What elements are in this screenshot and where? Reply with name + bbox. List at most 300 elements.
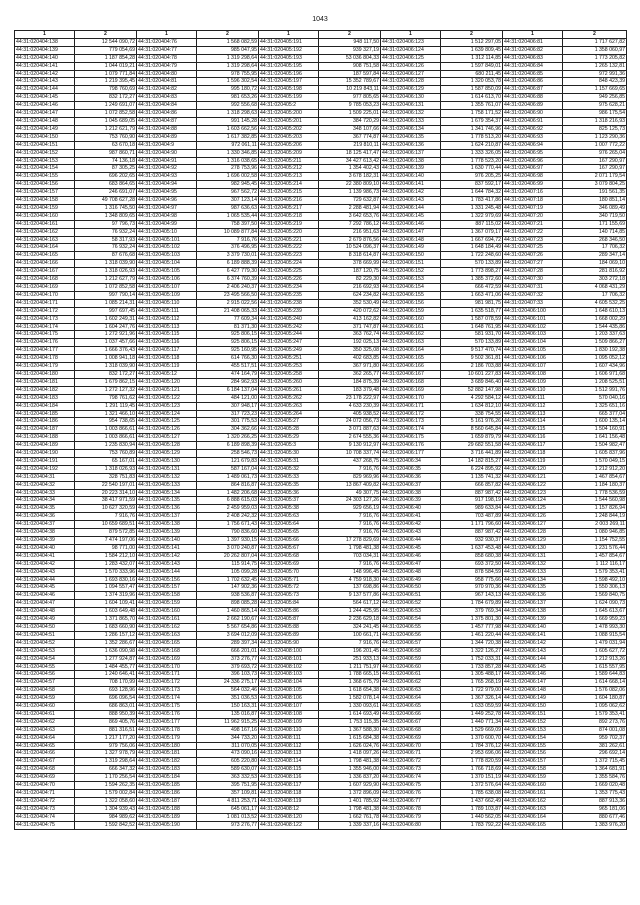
header-cell: 1	[259, 31, 319, 39]
cadastral-value-cell: 1 667 694,72	[441, 236, 503, 244]
table-row	[15, 442, 627, 450]
cadastral-value-cell: 1 170 256,54	[75, 774, 137, 782]
cadastral-value-cell: 959 702,37	[563, 734, 627, 742]
cadastral-number-cell: 44:31:020406:156	[381, 299, 441, 307]
table-row	[15, 70, 627, 78]
cadastral-number-cell: 44:31:020405:112	[137, 315, 197, 323]
cadastral-value-cell: 1 626 024,76	[319, 742, 381, 750]
cadastral-number-cell: 44:31:020404:72	[15, 797, 75, 805]
cadastral-number-cell: 44:31:020405:213	[259, 173, 319, 181]
cadastral-value-cell: 987 636,63	[197, 204, 259, 212]
cadastral-value-cell: 753 760,90	[75, 133, 137, 141]
header-cell: 2	[75, 31, 137, 39]
cadastral-value-cell: 869 405,76	[75, 718, 137, 726]
cadastral-number-cell: 44:31:020407:30	[503, 276, 563, 284]
cadastral-value-cell: 1 304 939,43	[75, 805, 137, 813]
cadastral-value-cell: 1 668 002,29	[563, 315, 627, 323]
cadastral-number-cell: 44:31:020406:59	[381, 655, 441, 663]
cadastral-number-cell: 44:31:020406:154	[381, 284, 441, 292]
cadastral-value-cell: 1 355 584,76	[563, 774, 627, 782]
cadastral-number-cell: 44:31:020408:116	[259, 774, 319, 782]
cadastral-number-cell: 44:31:020405:171	[137, 671, 197, 679]
cadastral-number-cell: 44:31:020404:189	[15, 442, 75, 450]
cadastral-number-cell: 44:31:020404:39	[15, 537, 75, 545]
cadastral-number-cell: 44:31:020405:137	[137, 513, 197, 521]
cadastral-number-cell: 44:31:020406:174	[381, 426, 441, 434]
cadastral-value-cell: 1 785 638,08	[441, 790, 503, 798]
cadastral-value-cell: 20 262 807,04	[197, 552, 259, 560]
cadastral-value-cell: 888 950,39	[75, 710, 137, 718]
cadastral-number-cell: 44:31:020406:142	[381, 189, 441, 197]
cadastral-value-cell: 420 072,62	[319, 307, 381, 315]
cadastral-number-cell: 44:31:020404:74	[15, 813, 75, 821]
cadastral-number-cell: 44:31:020406:161	[381, 323, 441, 331]
cadastral-value-cell: 324 241,45	[319, 623, 381, 631]
cadastral-number-cell: 44:31:020406:98	[503, 173, 563, 181]
cadastral-value-cell: 1 367 588,30	[319, 726, 381, 734]
cadastral-value-cell: 328 751,83	[75, 473, 137, 481]
cadastral-number-cell: 44:31:020404:95	[137, 189, 197, 197]
cadastral-value-cell: 1 773 205,82	[563, 54, 627, 62]
cadastral-number-cell: 44:31:020405:214	[259, 181, 319, 189]
table-row	[15, 418, 627, 426]
cadastral-value-cell: 1 003 866,61	[75, 434, 137, 442]
cadastral-number-cell: 44:31:020406:108	[503, 370, 563, 378]
cadastral-number-cell: 44:31:020405:224	[259, 260, 319, 268]
cadastral-value-cell: 402 683,85	[319, 355, 381, 363]
header-cell: 2	[319, 31, 381, 39]
table-row	[15, 568, 627, 576]
cadastral-number-cell: 44:31:020407:27	[503, 260, 563, 268]
cadastral-value-cell: 18 125 417,47	[319, 149, 381, 157]
table-row	[15, 513, 627, 521]
cadastral-value-cell: 1 579 353,41	[563, 710, 627, 718]
cadastral-value-cell: 881 316,51	[75, 726, 137, 734]
cadastral-number-cell: 44:31:020404:183	[15, 394, 75, 402]
cadastral-number-cell: 44:31:020405:159	[137, 600, 197, 608]
cadastral-number-cell: 44:31:020404:162	[15, 228, 75, 236]
cadastral-number-cell: 44:31:020405:186	[137, 790, 197, 798]
cadastral-value-cell: 367 774,87	[319, 133, 381, 141]
cadastral-value-cell: 696 202,65	[75, 173, 137, 181]
cadastral-value-cell: 1 569 840,75	[563, 592, 627, 600]
cadastral-value-cell: 9 130 912,97	[319, 442, 381, 450]
cadastral-number-cell: 44:31:020404:160	[15, 212, 75, 220]
cadastral-value-cell: 147 902,36	[197, 584, 259, 592]
cadastral-number-cell: 44:31:020405:72	[259, 584, 319, 592]
cadastral-number-cell: 44:31:020406:144	[381, 204, 441, 212]
cadastral-value-cell: 976 265,04	[563, 149, 627, 157]
cadastral-value-cell: 1 778 513,20	[441, 133, 503, 141]
cadastral-value-cell: 1 139 986,73	[319, 189, 381, 197]
cadastral-number-cell: 44:31:020406:148	[381, 236, 441, 244]
cadastral-value-cell: 887 913,36	[563, 797, 627, 805]
cadastral-number-cell: 44:31:020405:123	[137, 402, 197, 410]
table-row	[15, 639, 627, 647]
cadastral-value-cell: 1 639 809,45	[441, 46, 503, 54]
cadastral-value-cell: 1 617 382,85	[197, 133, 259, 141]
cadastral-value-cell: 1 570 333,96	[75, 568, 137, 576]
cadastral-number-cell: 44:31:020404:169	[15, 284, 75, 292]
cadastral-number-cell: 44:31:020408:104	[259, 679, 319, 687]
cadastral-number-cell: 44:31:020405:219	[259, 220, 319, 228]
cadastral-value-cell: 405 938,52	[319, 410, 381, 418]
cadastral-number-cell: 44:31:020405:216	[259, 197, 319, 205]
table-row	[15, 291, 627, 299]
table-row	[15, 434, 627, 442]
cadastral-value-cell: 1 333 326,05	[441, 149, 503, 157]
cadastral-number-cell: 44:31:020406:41	[381, 513, 441, 521]
cadastral-value-cell: 1 240 646,41	[75, 671, 137, 679]
cadastral-value-cell: 1 364 681,91	[563, 766, 627, 774]
cadastral-number-cell: 44:31:020404:93	[137, 173, 197, 181]
cadastral-number-cell: 44:31:020406:162	[503, 797, 563, 805]
cadastral-value-cell: 184 875,39	[319, 378, 381, 386]
cadastral-number-cell: 44:31:020406:74	[381, 774, 441, 782]
cadastral-value-cell: 564 032,46	[197, 687, 259, 695]
cadastral-number-cell: 44:31:020405:140	[137, 537, 197, 545]
cadastral-number-cell: 44:31:020406:125	[381, 54, 441, 62]
cadastral-number-cell: 44:31:020404:83	[137, 94, 197, 102]
table-row	[15, 647, 627, 655]
cadastral-number-cell: 44:31:020405:173	[137, 687, 197, 695]
cadastral-value-cell: 1 325 651,16	[563, 402, 627, 410]
cadastral-value-cell: 301 775,53	[197, 418, 259, 426]
cadastral-number-cell: 44:31:020405:31	[259, 457, 319, 465]
cadastral-number-cell: 44:31:020406:172	[381, 410, 441, 418]
cadastral-number-cell: 44:31:020404:77	[137, 46, 197, 54]
cadastral-number-cell: 44:31:020405:263	[259, 402, 319, 410]
cadastral-value-cell: 65 167,01	[75, 457, 137, 465]
cadastral-value-cell: 1 072 852,58	[75, 284, 137, 292]
cadastral-number-cell: 44:31:020406:130	[381, 94, 441, 102]
table-row	[15, 457, 627, 465]
cadastral-number-cell: 44:31:020404:35	[15, 505, 75, 513]
cadastral-number-cell: 44:31:020404:176	[15, 339, 75, 347]
cadastral-value-cell: 371 747,87	[319, 323, 381, 331]
cadastral-number-cell: 44:31:020406:156	[503, 750, 563, 758]
cadastral-number-cell: 44:31:020404:167	[15, 268, 75, 276]
table-row	[15, 307, 627, 315]
table-row	[15, 426, 627, 434]
cadastral-value-cell: 10 524 096,37	[319, 244, 381, 252]
cadastral-number-cell: 44:31:020406:94	[503, 141, 563, 149]
cadastral-number-cell: 44:31:020404:68	[15, 766, 75, 774]
cadastral-number-cell: 44:31:020408:120	[259, 813, 319, 821]
cadastral-value-cell: 1 211 751,97	[319, 663, 381, 671]
cadastral-value-cell: 1 157 669,65	[563, 86, 627, 94]
cadastral-number-cell: 44:31:020406:58	[381, 647, 441, 655]
table-row	[15, 117, 627, 125]
cadastral-value-cell: 6 374 760,39	[197, 276, 259, 284]
cadastral-value-cell: 23 495 566,50	[197, 291, 259, 299]
cadastral-value-cell: 798 760,69	[75, 86, 137, 94]
table-row	[15, 813, 627, 821]
cadastral-value-cell: 1 798 481,38	[319, 544, 381, 552]
cadastral-number-cell: 44:31:020406:133	[381, 117, 441, 125]
cadastral-number-cell: 44:31:020406:64	[381, 695, 441, 703]
cadastral-value-cell: 645 061,17	[197, 805, 259, 813]
cadastral-value-cell: 6 189 898,39	[197, 442, 259, 450]
cadastral-number-cell: 44:31:020404:43	[15, 568, 75, 576]
cadastral-value-cell: 666 857,82	[441, 481, 503, 489]
cadastral-number-cell: 44:31:020406:46	[381, 552, 441, 560]
cadastral-value-cell: 1 544 435,86	[563, 323, 627, 331]
cadastral-number-cell: 44:31:020404:191	[15, 457, 75, 465]
cadastral-number-cell: 44:31:020406:44	[381, 537, 441, 545]
cadastral-number-cell: 44:31:020406:120	[503, 465, 563, 473]
cadastral-value-cell: 303 272,18	[563, 276, 627, 284]
cadastral-number-cell: 44:31:020404:88	[137, 125, 197, 133]
cadastral-number-cell: 44:31:020406:87	[503, 86, 563, 94]
cadastral-value-cell: 1 217 177,20	[75, 734, 137, 742]
table-row	[15, 260, 627, 268]
cadastral-number-cell: 44:31:020404:46	[15, 592, 75, 600]
table-row	[15, 734, 627, 742]
cadastral-number-cell: 44:31:020406:55	[381, 623, 441, 631]
cadastral-value-cell: 21 408 065,33	[197, 307, 259, 315]
cadastral-value-cell: 9 502 361,81	[441, 355, 503, 363]
cadastral-value-cell: 10 219 843,11	[319, 86, 381, 94]
cadastral-number-cell: 44:31:020405:251	[259, 355, 319, 363]
cadastral-number-cell: 44:31:020406:138	[503, 608, 563, 616]
cadastral-number-cell: 44:31:020404:188	[15, 434, 75, 442]
cadastral-number-cell: 44:31:020406:49	[381, 576, 441, 584]
cadastral-value-cell: 589 630,07	[197, 766, 259, 774]
cadastral-value-cell: 1 460 865,14	[197, 608, 259, 616]
header-cell: 2	[197, 31, 259, 39]
cadastral-number-cell: 44:31:020408:109	[259, 718, 319, 726]
cadastral-number-cell: 44:31:020406:132	[503, 560, 563, 568]
cadastral-value-cell: 1 319 298,64	[75, 758, 137, 766]
cadastral-value-cell: 986 175,54	[563, 110, 627, 118]
cadastral-value-cell: 925 160,95	[197, 347, 259, 355]
cadastral-value-cell: 948 117,50	[319, 38, 381, 46]
cadastral-value-cell: 1 614 693,49	[319, 710, 381, 718]
cadastral-value-cell: 338 754,55	[441, 410, 503, 418]
cadastral-number-cell: 44:31:020406:110	[503, 386, 563, 394]
cadastral-value-cell: 984 989,62	[75, 813, 137, 821]
cadastral-number-cell: 44:31:020404:174	[15, 323, 75, 331]
cadastral-number-cell: 44:31:020406:77	[381, 797, 441, 805]
cadastral-number-cell: 44:31:020405:143	[137, 560, 197, 568]
cadastral-number-cell: 44:31:020404:182	[15, 386, 75, 394]
cadastral-value-cell: 1 604 247,76	[75, 323, 137, 331]
cadastral-value-cell: 1 702 632,45	[197, 576, 259, 584]
table-row	[15, 782, 627, 790]
cadastral-number-cell: 44:31:020406:143	[503, 647, 563, 655]
cadastral-value-cell: 1 457 777,98	[441, 623, 503, 631]
table-row	[15, 347, 627, 355]
cadastral-value-cell: 967 562,72	[197, 189, 259, 197]
cadastral-number-cell: 44:31:020405:168	[137, 647, 197, 655]
cadastral-number-cell: 44:31:020405:218	[259, 212, 319, 220]
cadastral-value-cell: 1 669 959,23	[563, 616, 627, 624]
table-row	[15, 695, 627, 703]
cadastral-value-cell: 1 696 002,58	[197, 173, 259, 181]
cadastral-number-cell: 44:31:020406:107	[503, 363, 563, 371]
cadastral-value-cell: 2 953 696,06	[441, 750, 503, 758]
cadastral-number-cell: 44:31:020405:128	[137, 442, 197, 450]
cadastral-number-cell: 44:31:020406:152	[503, 718, 563, 726]
cadastral-value-cell: 1 504 160,91	[563, 426, 627, 434]
cadastral-number-cell: 44:31:020406:133	[503, 568, 563, 576]
cadastral-value-cell: 1 212 912,20	[563, 465, 627, 473]
cadastral-number-cell: 44:31:020406:132	[381, 110, 441, 118]
cadastral-value-cell: 1 331 245,48	[441, 204, 503, 212]
cadastral-value-cell: 1 154 752,55	[563, 537, 627, 545]
cadastral-value-cell: 2 408 242,32	[197, 513, 259, 521]
cadastral-number-cell: 44:31:020406:127	[503, 521, 563, 529]
cadastral-number-cell: 44:31:020404:166	[15, 260, 75, 268]
cadastral-number-cell: 44:31:020404:141	[15, 62, 75, 70]
cadastral-value-cell: 1 330 093,61	[319, 703, 381, 711]
cadastral-number-cell: 44:31:020406:162	[381, 331, 441, 339]
cadastral-value-cell: 10 089 877,84	[197, 228, 259, 236]
table-row	[15, 102, 627, 110]
cadastral-number-cell: 44:31:020406:76	[381, 790, 441, 798]
cadastral-value-cell: 1 244 425,95	[319, 608, 381, 616]
cadastral-value-cell: 1 604 180,87	[563, 695, 627, 703]
cadastral-value-cell: 1 758 171,52	[441, 110, 503, 118]
cadastral-value-cell: 7 474 197,06	[75, 537, 137, 545]
cadastral-value-cell: 1 663 471,06	[441, 291, 503, 299]
cadastral-number-cell: 44:31:020405:107	[137, 284, 197, 292]
cadastral-number-cell: 44:31:020406:112	[503, 402, 563, 410]
cadastral-value-cell: 1 008 941,18	[75, 355, 137, 363]
cadastral-number-cell: 44:31:020406:139	[503, 616, 563, 624]
table-row	[15, 663, 627, 671]
cadastral-number-cell: 44:31:020405:211	[259, 157, 319, 165]
cadastral-value-cell: 1 272 921,96	[75, 331, 137, 339]
cadastral-number-cell: 44:31:020406:148	[503, 687, 563, 695]
cadastral-value-cell: 1 037 457,66	[75, 339, 137, 347]
cadastral-value-cell: 384 720,29	[319, 117, 381, 125]
cadastral-value-cell: 3 379 730,01	[197, 252, 259, 260]
cadastral-number-cell: 44:31:020408:108	[259, 710, 319, 718]
cadastral-value-cell: 38 417 971,59	[75, 497, 137, 505]
cadastral-value-cell: 1 065 535,44	[197, 212, 259, 220]
cadastral-number-cell: 44:31:020406:83	[503, 54, 563, 62]
cadastral-number-cell: 44:31:020405:67	[259, 544, 319, 552]
table-row	[15, 86, 627, 94]
cadastral-number-cell: 44:31:020406:34	[381, 457, 441, 465]
cadastral-value-cell: 874 001,08	[563, 726, 627, 734]
cadastral-value-cell: 10 627 320,59	[75, 505, 137, 513]
cadastral-number-cell: 44:31:020406:134	[381, 125, 441, 133]
cadastral-value-cell: 379 769,34	[441, 608, 503, 616]
table-row	[15, 521, 627, 529]
table-header-row	[15, 31, 627, 39]
cadastral-value-cell: 29 682 551,58	[441, 442, 503, 450]
cadastral-number-cell: 44:31:020404:63	[15, 726, 75, 734]
cadastral-number-cell: 44:31:020405:29	[259, 434, 319, 442]
cadastral-value-cell: 115 914,75	[197, 560, 259, 568]
cadastral-value-cell: 3 678 182,31	[319, 173, 381, 181]
cadastral-value-cell: 1 756 671,43	[197, 521, 259, 529]
cadastral-number-cell: 44:31:020404:84	[137, 102, 197, 110]
cadastral-value-cell: 17 706,32	[563, 244, 627, 252]
table-row	[15, 181, 627, 189]
cadastral-value-cell: 1 679 354,37	[441, 117, 503, 125]
cadastral-value-cell: 4 068 431,29	[563, 284, 627, 292]
cadastral-number-cell: 44:31:020406:168	[381, 378, 441, 386]
cadastral-value-cell: 683 864,65	[75, 181, 137, 189]
cadastral-number-cell: 44:31:020407:31	[503, 284, 563, 292]
table-row	[15, 560, 627, 568]
cadastral-value-cell: 987 860,71	[75, 149, 137, 157]
cadastral-value-cell: 381 262,61	[563, 742, 627, 750]
table-row	[15, 197, 627, 205]
cadastral-value-cell: 1 641 156,48	[563, 434, 627, 442]
cadastral-number-cell: 44:31:020404:47	[15, 600, 75, 608]
cadastral-number-cell: 44:31:020406:164	[503, 813, 563, 821]
cadastral-number-cell: 44:31:020405:179	[137, 734, 197, 742]
cadastral-number-cell: 44:31:020406:75	[381, 782, 441, 790]
cadastral-number-cell: 44:31:020405:120	[137, 378, 197, 386]
cadastral-value-cell: 1 512 297,05	[441, 38, 503, 46]
cadastral-number-cell: 44:31:020406:116	[503, 434, 563, 442]
cadastral-number-cell: 44:31:020406:149	[381, 244, 441, 252]
table-row	[15, 718, 627, 726]
cadastral-number-cell: 44:31:020406:48	[381, 568, 441, 576]
cadastral-value-cell: 1 783 792,22	[441, 821, 503, 829]
cadastral-value-cell: 753 760,89	[75, 450, 137, 458]
cadastral-value-cell: 317 723,23	[197, 410, 259, 418]
cadastral-number-cell: 44:31:020404:75	[15, 821, 75, 829]
table-row	[15, 703, 627, 711]
cadastral-value-cell: 1 603 649,48	[75, 608, 137, 616]
cadastral-number-cell: 44:31:020405:103	[137, 252, 197, 260]
cadastral-value-cell: 17 278 829,69	[319, 537, 381, 545]
cadastral-value-cell: 167 290,97	[563, 157, 627, 165]
cadastral-number-cell: 44:31:020404:140	[15, 54, 75, 62]
cadastral-value-cell: 1 316 038,65	[197, 157, 259, 165]
cadastral-value-cell: 77 609,34	[197, 315, 259, 323]
cadastral-value-cell: 258 546,73	[197, 450, 259, 458]
cadastral-value-cell: 1 212 621,79	[75, 125, 137, 133]
cadastral-number-cell: 44:31:020406:136	[381, 141, 441, 149]
cadastral-number-cell: 44:31:020406:81	[503, 38, 563, 46]
cadastral-number-cell: 44:31:020405:178	[137, 726, 197, 734]
cadastral-number-cell: 44:31:020404:9	[137, 141, 197, 149]
cadastral-number-cell: 44:31:020405:249	[259, 347, 319, 355]
cadastral-value-cell: 1 607 434,96	[563, 363, 627, 371]
cadastral-number-cell: 44:31:020407:21	[503, 220, 563, 228]
table-row	[15, 608, 627, 616]
cadastral-value-cell: 1 318 298,63	[197, 110, 259, 118]
cadastral-number-cell: 44:31:020404:149	[15, 125, 75, 133]
cadastral-number-cell: 44:31:020404:48	[15, 608, 75, 616]
cadastral-value-cell: 1 095 062,62	[563, 703, 627, 711]
table-row	[15, 252, 627, 260]
cadastral-value-cell: 1 265 132,81	[563, 62, 627, 70]
cadastral-value-cell: 4 811 253,71	[197, 797, 259, 805]
cadastral-value-cell: 1 374 319,96	[75, 592, 137, 600]
cadastral-value-cell: 1 319 298,64	[197, 54, 259, 62]
cadastral-value-cell: 1 283 432,07	[75, 560, 137, 568]
table-row	[15, 38, 627, 46]
cadastral-number-cell: 44:31:020404:171	[15, 299, 75, 307]
cadastral-value-cell: 1 648 761,95	[441, 323, 503, 331]
cadastral-value-cell: 864 816,87	[197, 481, 259, 489]
cadastral-value-cell: 4 605 532,25	[563, 299, 627, 307]
cadastral-number-cell: 44:31:020404:31	[15, 473, 75, 481]
cadastral-value-cell: 3 070 240,87	[197, 544, 259, 552]
cadastral-number-cell: 44:31:020405:195	[259, 62, 319, 70]
cadastral-value-cell: 289 397,34	[197, 639, 259, 647]
cadastral-value-cell: 22 380 809,10	[319, 181, 381, 189]
